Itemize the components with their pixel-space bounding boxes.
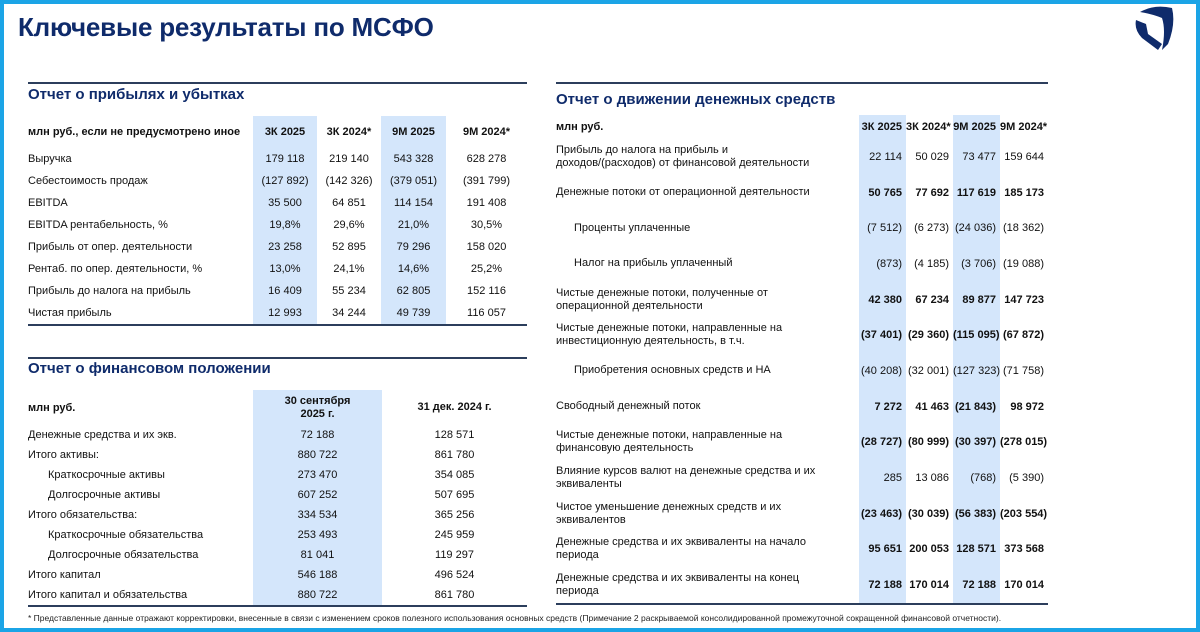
table-row bbox=[556, 460, 1048, 496]
balance-panel bbox=[28, 357, 527, 607]
value-cell: (127 323) bbox=[953, 353, 1000, 389]
value-cell: (19 088) bbox=[1003, 257, 1044, 270]
column-header: 31 дек. 2024 г. bbox=[417, 401, 492, 413]
value-cell: 50 765 bbox=[859, 175, 906, 211]
value-cell: (56 383) bbox=[953, 496, 1000, 532]
value-cell: 114 154 bbox=[381, 192, 446, 214]
pnl-title: Отчет о прибылях и убытках bbox=[28, 86, 245, 103]
row-label: Влияние курсов валют на денежные средства и их эквиваленты bbox=[556, 465, 816, 491]
row-label: EBITDA bbox=[28, 197, 68, 209]
value-cell: 19,8% bbox=[253, 214, 317, 236]
value-cell: (40 208) bbox=[859, 353, 906, 389]
table-row bbox=[556, 389, 1048, 425]
value-cell: 16 409 bbox=[253, 280, 317, 302]
value-cell: (23 463) bbox=[859, 496, 906, 532]
row-label: Долгосрочные обязательства bbox=[48, 549, 199, 561]
value-cell: 13,0% bbox=[253, 258, 317, 280]
value-cell: (5 390) bbox=[1009, 472, 1044, 485]
column-header: 3К 2025 bbox=[859, 115, 906, 139]
value-cell: 880 722 bbox=[253, 445, 382, 465]
pnl-table bbox=[28, 116, 527, 324]
row-label: Денежные средства и их эквиваленты на конец периода bbox=[556, 572, 800, 598]
row-label: Налог на прибыль уплаченный bbox=[574, 257, 733, 270]
value-cell: 72 188 bbox=[859, 567, 906, 603]
value-cell: (32 001) bbox=[908, 364, 949, 377]
column-header: 9М 2025 bbox=[381, 116, 446, 148]
table-row bbox=[556, 496, 1048, 532]
value-cell: 185 173 bbox=[1004, 186, 1044, 199]
footnote: * Представленные данные отражают корректировки, внесенные в связи с изменением сроков полезного использования основных средств (Примечание 2 раскрываемой консолидированной промежуточной сокращенной финансовой отчетности). bbox=[28, 613, 1002, 623]
value-cell: 49 739 bbox=[381, 302, 446, 324]
value-cell: 42 380 bbox=[859, 282, 906, 318]
value-cell: 23 258 bbox=[253, 236, 317, 258]
table-row bbox=[28, 485, 527, 505]
value-cell: 170 014 bbox=[1004, 579, 1044, 592]
value-cell: 354 085 bbox=[434, 469, 475, 481]
page-title: Ключевые результаты по МСФО bbox=[18, 12, 434, 42]
table-row bbox=[28, 525, 527, 545]
value-cell: 73 477 bbox=[953, 139, 1000, 175]
value-cell: 880 722 bbox=[253, 585, 382, 605]
row-label: Свободный денежный поток bbox=[556, 400, 701, 413]
column-header: 30 сентября 2025 г. bbox=[253, 390, 382, 425]
table-row bbox=[556, 282, 1048, 318]
value-cell: (115 095) bbox=[953, 317, 1000, 353]
value-cell: (30 039) bbox=[908, 507, 949, 520]
value-cell: 253 493 bbox=[253, 525, 382, 545]
value-cell: 191 408 bbox=[466, 197, 507, 209]
value-cell: 14,6% bbox=[381, 258, 446, 280]
column-header: 3К 2024* bbox=[906, 121, 951, 133]
table-row bbox=[556, 532, 1048, 568]
row-label: EBITDA рентабельность, % bbox=[28, 219, 168, 231]
value-cell: 62 805 bbox=[381, 280, 446, 302]
row-label: Итого обязательства: bbox=[28, 509, 138, 521]
value-cell: 89 877 bbox=[953, 282, 1000, 318]
value-cell: 365 256 bbox=[434, 509, 475, 521]
value-cell: (18 362) bbox=[1003, 222, 1044, 235]
value-cell: 219 140 bbox=[329, 153, 369, 165]
table-row bbox=[556, 317, 1048, 353]
value-cell: (127 892) bbox=[253, 170, 317, 192]
value-cell: 152 116 bbox=[467, 285, 506, 297]
row-label: Долгосрочные активы bbox=[48, 489, 161, 501]
row-label: Прибыль до налога на прибыль и доходов/(расходов) от финансовой деятельности bbox=[556, 143, 810, 169]
row-label: Чистые денежные потоки, направленные на инвестиционную деятельность, в т.ч. bbox=[556, 322, 783, 348]
value-cell: 285 bbox=[859, 460, 906, 496]
value-cell: (28 727) bbox=[859, 425, 906, 461]
value-cell: (379 051) bbox=[381, 170, 446, 192]
balance-title: Отчет о финансовом положении bbox=[28, 360, 271, 377]
value-cell: 158 020 bbox=[466, 241, 507, 253]
row-label: Себестоимость продаж bbox=[28, 175, 148, 187]
row-label: Денежные средства и их эквиваленты на начало периода bbox=[556, 536, 806, 562]
column-header: 9М 2024* bbox=[462, 126, 511, 138]
table-row bbox=[28, 465, 527, 485]
column-header: 9М 2024* bbox=[1000, 121, 1048, 133]
table-row bbox=[28, 565, 527, 585]
column-header: 3К 2025 bbox=[253, 116, 317, 148]
value-cell: 116 057 bbox=[467, 307, 506, 319]
value-cell: 507 695 bbox=[434, 489, 475, 501]
row-label: Краткосрочные обязательства bbox=[48, 529, 204, 541]
row-label-header: млн руб. bbox=[556, 121, 604, 133]
value-cell: 170 014 bbox=[909, 579, 949, 592]
value-cell: 159 644 bbox=[1004, 150, 1044, 163]
table-row bbox=[28, 302, 527, 324]
column-header: 9М 2025 bbox=[953, 115, 1000, 139]
row-label: Итого капитал bbox=[28, 569, 101, 581]
value-cell: (6 273) bbox=[914, 222, 949, 235]
value-cell: (37 401) bbox=[859, 317, 906, 353]
value-cell: 34 244 bbox=[332, 307, 366, 319]
table-row bbox=[28, 280, 527, 302]
value-cell: (24 036) bbox=[953, 210, 1000, 246]
table-row bbox=[28, 545, 527, 565]
value-cell: 98 972 bbox=[1010, 400, 1044, 413]
value-cell: (71 758) bbox=[1003, 364, 1044, 377]
value-cell: 117 619 bbox=[953, 175, 1000, 211]
row-label: Денежные средства и их экв. bbox=[28, 429, 177, 441]
value-cell: 607 252 bbox=[253, 485, 382, 505]
value-cell: (391 799) bbox=[462, 175, 511, 187]
value-cell: 128 571 bbox=[434, 429, 475, 441]
value-cell: 35 500 bbox=[253, 192, 317, 214]
value-cell: 52 895 bbox=[332, 241, 366, 253]
value-cell: 245 959 bbox=[434, 529, 475, 541]
cashflow-panel bbox=[556, 82, 1048, 605]
table-row bbox=[556, 210, 1048, 246]
value-cell: 72 188 bbox=[253, 425, 382, 445]
value-cell: 22 114 bbox=[859, 139, 906, 175]
table-row bbox=[28, 425, 527, 445]
value-cell: 50 029 bbox=[915, 150, 949, 163]
value-cell: (7 512) bbox=[859, 210, 906, 246]
value-cell: 95 651 bbox=[859, 532, 906, 568]
row-label: Приобретения основных средств и НА bbox=[574, 364, 771, 377]
table-header-row bbox=[28, 116, 527, 148]
value-cell: 147 723 bbox=[1004, 293, 1044, 306]
value-cell: 21,0% bbox=[381, 214, 446, 236]
value-cell: (29 360) bbox=[908, 329, 949, 342]
table-row bbox=[556, 353, 1048, 389]
table-row bbox=[556, 139, 1048, 175]
row-label: Чистое уменьшение денежных средств и их эквивалентов bbox=[556, 500, 782, 526]
value-cell: (30 397) bbox=[953, 425, 1000, 461]
value-cell: (67 872) bbox=[1003, 329, 1044, 342]
value-cell: (21 843) bbox=[953, 389, 1000, 425]
value-cell: 373 568 bbox=[1004, 543, 1044, 556]
row-label: Чистая прибыль bbox=[28, 307, 112, 319]
table-row bbox=[28, 214, 527, 236]
value-cell: 24,1% bbox=[333, 263, 365, 275]
table-row bbox=[28, 258, 527, 280]
row-label: Рентаб. по опер. деятельности, % bbox=[28, 263, 203, 275]
value-cell: 64 851 bbox=[332, 197, 366, 209]
cashflow-title: Отчет о движении денежных средств bbox=[556, 91, 836, 108]
table-header-row bbox=[28, 390, 527, 425]
value-cell: 628 278 bbox=[466, 153, 507, 165]
row-label: Итого активы: bbox=[28, 449, 99, 461]
row-label: Денежные потоки от операционной деятельности bbox=[556, 186, 810, 199]
value-cell: (4 185) bbox=[914, 257, 949, 270]
value-cell: 200 053 bbox=[909, 543, 949, 556]
value-cell: (768) bbox=[953, 460, 1000, 496]
table-row bbox=[28, 192, 527, 214]
cashflow-table bbox=[556, 115, 1048, 603]
value-cell: 861 780 bbox=[434, 589, 475, 601]
table-row bbox=[28, 236, 527, 258]
table-row bbox=[28, 170, 527, 192]
table-row bbox=[556, 425, 1048, 461]
value-cell: (278 015) bbox=[1000, 436, 1048, 449]
value-cell: 543 328 bbox=[381, 148, 446, 170]
value-cell: (203 554) bbox=[1000, 507, 1048, 520]
value-cell: 128 571 bbox=[953, 532, 1000, 568]
balance-table bbox=[28, 390, 527, 605]
value-cell: 119 297 bbox=[435, 549, 474, 561]
column-header: 3К 2024* bbox=[326, 126, 372, 138]
value-cell: (3 706) bbox=[953, 246, 1000, 282]
row-label-header: млн руб. bbox=[28, 401, 76, 414]
table-row bbox=[28, 148, 527, 170]
value-cell: 546 188 bbox=[253, 565, 382, 585]
value-cell: 496 524 bbox=[434, 569, 475, 581]
value-cell: (873) bbox=[859, 246, 906, 282]
value-cell: 30,5% bbox=[470, 219, 503, 231]
value-cell: 334 534 bbox=[253, 505, 382, 525]
row-label: Краткосрочные активы bbox=[48, 469, 165, 481]
row-label: Выручка bbox=[28, 153, 72, 165]
row-label: Прибыль до налога на прибыль bbox=[28, 285, 191, 297]
row-label: Прибыль от опер. деятельности bbox=[28, 241, 193, 253]
table-row bbox=[556, 246, 1048, 282]
value-cell: 12 993 bbox=[253, 302, 317, 324]
value-cell: 861 780 bbox=[434, 449, 475, 461]
row-label: Чистые денежные потоки, направленные на финансовую деятельность bbox=[556, 429, 783, 455]
table-row bbox=[28, 585, 527, 605]
table-row bbox=[556, 175, 1048, 211]
value-cell: 41 463 bbox=[915, 400, 949, 413]
value-cell: 77 692 bbox=[915, 186, 949, 199]
value-cell: 25,2% bbox=[470, 263, 503, 275]
value-cell: 67 234 bbox=[915, 293, 949, 306]
value-cell: (80 999) bbox=[908, 436, 949, 449]
value-cell: 72 188 bbox=[953, 567, 1000, 603]
value-cell: 179 118 bbox=[253, 148, 317, 170]
table-row bbox=[28, 505, 527, 525]
value-cell: (142 326) bbox=[325, 175, 373, 187]
value-cell: 81 041 bbox=[253, 545, 382, 565]
pnl-panel bbox=[28, 82, 527, 326]
value-cell: 79 296 bbox=[381, 236, 446, 258]
table-row bbox=[28, 445, 527, 465]
row-label-header: млн руб., если не предусмотрено иное bbox=[28, 126, 241, 138]
row-label: Чистые денежные потоки, полученные от операционной деятельности bbox=[556, 286, 768, 312]
value-cell: 7 272 bbox=[859, 389, 906, 425]
row-label: Проценты уплаченные bbox=[574, 221, 691, 234]
row-label: Итого капитал и обязательства bbox=[28, 589, 188, 601]
value-cell: 55 234 bbox=[332, 285, 366, 297]
company-logo-icon bbox=[1132, 4, 1176, 54]
table-row bbox=[556, 567, 1048, 603]
value-cell: 29,6% bbox=[333, 219, 365, 231]
value-cell: 273 470 bbox=[253, 465, 382, 485]
value-cell: 13 086 bbox=[915, 472, 949, 485]
table-header-row bbox=[556, 115, 1048, 139]
